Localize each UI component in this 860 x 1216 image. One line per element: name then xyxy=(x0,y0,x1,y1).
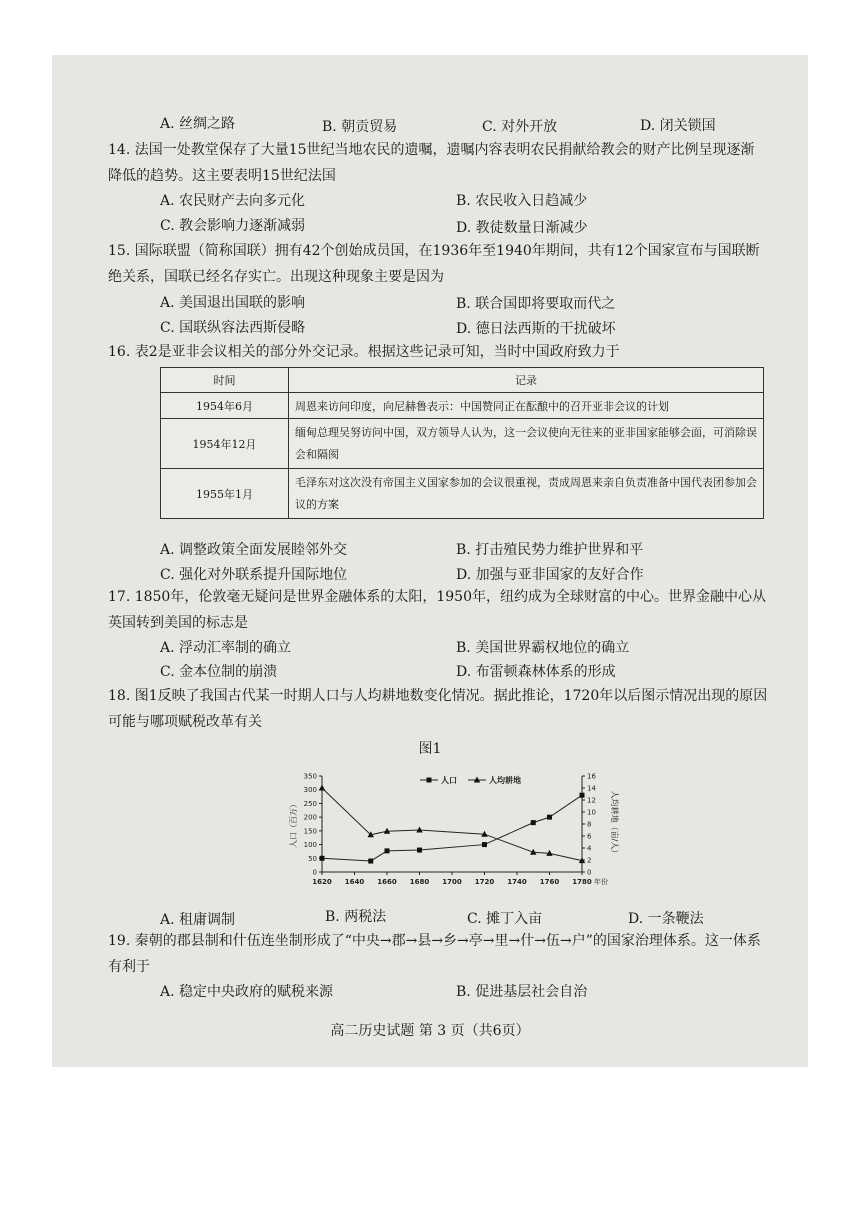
x-tick-label: 1640 xyxy=(344,878,365,886)
q13-option-c[interactable]: C. 对外开放 xyxy=(482,119,558,135)
farmland-point xyxy=(319,785,325,791)
table-cell-record: 周恩来访问印度，向尼赫鲁表示：中国赞同正在酝酿中的召开亚非会议的计划 xyxy=(289,393,764,419)
right-tick-label: 12 xyxy=(587,796,596,805)
population-point xyxy=(320,856,325,861)
x-tick-label: 1740 xyxy=(507,878,527,886)
q15-option-a[interactable]: A. 美国退出国联的影响 xyxy=(160,295,306,311)
right-tick-label: 16 xyxy=(587,772,596,781)
right-tick-label: 10 xyxy=(587,808,596,817)
table-row xyxy=(161,393,764,419)
series-line-population xyxy=(322,795,582,861)
table-header-row xyxy=(161,368,764,393)
population-point xyxy=(580,793,585,798)
q19-option-b[interactable]: B. 促进基层社会自治 xyxy=(456,984,588,1000)
q14-stem: 14. 法国一处教堂保存了大量15世纪当地农民的遗嘱，遗嘱内容表明农民捐献给教会的财产比例呈现逐渐降低的趋势。这主要表明15世纪法国 xyxy=(108,142,755,184)
legend-label: 人均耕地 xyxy=(489,776,521,785)
q15-option-c[interactable]: C. 国联纵容法西斯侵略 xyxy=(160,320,306,336)
population-point xyxy=(368,859,373,864)
legend-label: 人口 xyxy=(441,776,457,785)
table-header-record: 记录 xyxy=(289,368,764,393)
q16-option-c[interactable]: C. 强化对外联系提升国际地位 xyxy=(160,567,348,583)
farmland-point xyxy=(416,827,422,833)
table-row xyxy=(161,419,764,469)
chart-lines xyxy=(322,788,582,861)
x-tick-label: 1760 xyxy=(539,878,560,886)
q17-option-b[interactable]: B. 美国世界霸权地位的确立 xyxy=(456,640,630,656)
q19-stem: 19. 秦朝的郡县制和什伍连坐制形成了“中央→郡→县→乡→亭→里→什→伍→户”的国家治理体系。这一体系有利于 xyxy=(108,933,761,975)
left-tick-label: 350 xyxy=(303,772,317,781)
left-axis-label: 人口（百万） xyxy=(289,800,298,848)
chart-legend xyxy=(420,775,521,785)
figure-title: 图1 xyxy=(418,741,442,757)
page-footer: 高二历史试题 第 3 页（共6页） xyxy=(330,1023,530,1039)
population-point xyxy=(531,820,536,825)
population-point xyxy=(385,848,390,853)
right-tick-label: 2 xyxy=(587,856,592,865)
table-header-time: 时间 xyxy=(161,368,289,393)
q16-option-b[interactable]: B. 打击殖民势力维护世界和平 xyxy=(456,542,644,558)
population-farmland-chart xyxy=(270,766,630,896)
x-tick-label: 1780 xyxy=(572,878,592,886)
q15-option-d[interactable]: D. 德日法西斯的干扰破坏 xyxy=(456,321,616,337)
x-tick-label: 1700 xyxy=(442,878,462,886)
q16-option-d[interactable]: D. 加强与亚非国家的友好合作 xyxy=(456,567,644,583)
q18-option-b[interactable]: B. 两税法 xyxy=(325,909,387,925)
right-tick-label: 4 xyxy=(587,844,592,853)
left-tick-label: 0 xyxy=(312,868,317,877)
q15-stem: 15. 国际联盟（简称国联）拥有42个创始成员国，在1936年至1940年期间，共有12个国家宣布与国联断绝关系，国联已经名存实亡。出现这种现象主要是因为 xyxy=(108,243,760,285)
left-tick-label: 250 xyxy=(303,799,317,808)
table-cell-time: 1955年1月 xyxy=(161,469,289,519)
q13-option-a[interactable]: A. 丝绸之路 xyxy=(160,116,236,132)
x-tick-label: 1620 xyxy=(312,878,332,886)
left-tick-label: 150 xyxy=(303,827,317,836)
q16-option-a[interactable]: A. 调整政策全面发展睦邻外交 xyxy=(160,542,348,558)
population-point xyxy=(482,842,487,847)
x-tick-label: 1660 xyxy=(377,878,397,886)
table-cell-record: 缅甸总理吴努访问中国，双方领导人认为，这一会议使向无往来的亚非国家能够会面，可消除误会和隔阂 xyxy=(289,419,764,469)
q14-option-b[interactable]: B. 农民收入日趋减少 xyxy=(456,193,588,209)
q19-option-a[interactable]: A. 稳定中央政府的赋税来源 xyxy=(160,984,334,1000)
population-point xyxy=(417,848,422,853)
table-cell-time: 1954年12月 xyxy=(161,419,289,469)
legend-square-marker xyxy=(427,778,432,783)
q17-stem: 17. 1850年，伦敦毫无疑问是世界金融体系的太阳，1950年，纽约成为全球财富的中心。世界金融中心从英国转到美国的标志是 xyxy=(108,589,766,631)
x-tick-label: 1720 xyxy=(474,878,495,886)
q16-table xyxy=(160,367,764,519)
right-axis-label: 人均耕地（亩/人） xyxy=(610,790,619,858)
series-line-farmland xyxy=(322,788,582,861)
q14-option-d[interactable]: D. 教徒数量日渐减少 xyxy=(456,220,588,236)
right-tick-label: 6 xyxy=(587,832,592,841)
x-axis-label: 年份 xyxy=(594,878,608,886)
q17-option-c[interactable]: C. 金本位制的崩溃 xyxy=(160,664,278,680)
q18-stem: 18. 图1反映了我国古代某一时期人口与人均耕地数变化情况。据此推论，1720年以后图示情况出现的原因可能与哪项赋税改革有关 xyxy=(108,688,768,730)
q18-option-d[interactable]: D. 一条鞭法 xyxy=(628,911,704,927)
q14-option-c[interactable]: C. 教会影响力逐渐减弱 xyxy=(160,218,306,234)
table-cell-time: 1954年6月 xyxy=(161,393,289,419)
chart-axes xyxy=(288,773,620,887)
left-tick-label: 100 xyxy=(303,841,317,850)
right-tick-label: 0 xyxy=(587,868,592,877)
q13-option-b[interactable]: B. 朝贡贸易 xyxy=(322,119,398,135)
table-cell-record: 毛泽东对这次没有帝国主义国家参加的会议很重视，责成周恩来亲自负责准备中国代表团参加会议的方案 xyxy=(289,469,764,519)
population-point xyxy=(547,815,552,820)
chart-marks xyxy=(319,785,585,864)
left-tick-label: 300 xyxy=(303,786,317,795)
right-tick-label: 14 xyxy=(587,784,596,793)
q17-option-d[interactable]: D. 布雷顿森林体系的形成 xyxy=(456,664,616,680)
table-row xyxy=(161,469,764,519)
left-tick-label: 50 xyxy=(308,854,317,863)
q17-option-a[interactable]: A. 浮动汇率制的确立 xyxy=(160,640,292,656)
q15-option-b[interactable]: B. 联合国即将要取而代之 xyxy=(456,296,616,312)
q13-option-d[interactable]: D. 闭关锁国 xyxy=(640,118,716,134)
left-tick-label: 200 xyxy=(303,813,317,822)
right-tick-label: 8 xyxy=(587,820,592,829)
q18-option-c[interactable]: C. 摊丁入亩 xyxy=(467,911,543,927)
q18-option-a[interactable]: A. 租庸调制 xyxy=(160,912,236,928)
q16-stem: 16. 表2是亚非会议相关的部分外交记录。根据这些记录可知，当时中国政府致力于 xyxy=(108,344,620,360)
x-tick-label: 1680 xyxy=(409,878,430,886)
q14-option-a[interactable]: A. 农民财产去向多元化 xyxy=(160,193,306,209)
